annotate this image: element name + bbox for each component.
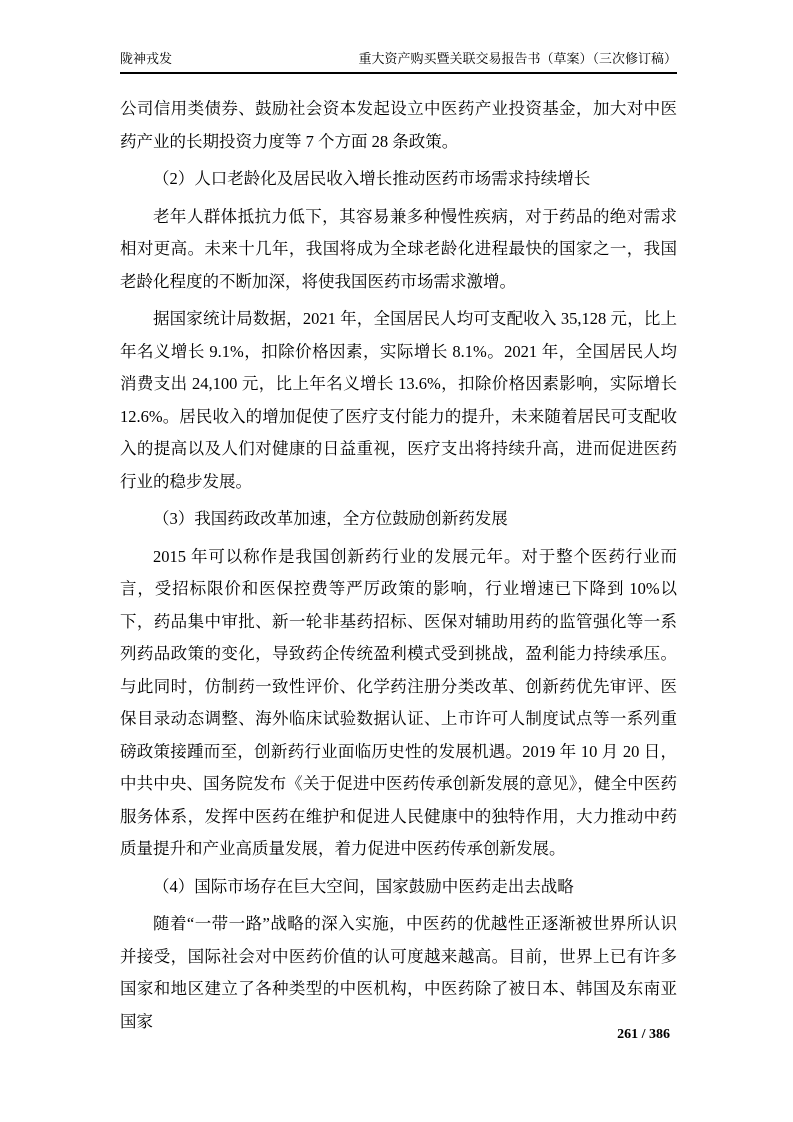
header-company-name: 陇神戎发	[120, 51, 173, 66]
heading-drug-policy-reform: （3）我国药政改革加速，全方位鼓励创新药发展	[153, 509, 508, 528]
page-number: 261 / 386	[617, 1027, 670, 1042]
paragraph-belt-and-road: 随着“一带一路”战略的深入实施，中医药的优越性正逐渐被世界所认识并接受，国际社会对中医药价值的认可度越来越高。目前，世界上已有许多国家和地区建立了各种类型的中医机构，中医药除了被日本、韩国及东南亚国家	[120, 914, 677, 1031]
page-header	[120, 51, 677, 74]
heading-international-market: （4）国际市场存在巨大空间，国家鼓励中医药走出去战略	[153, 876, 574, 896]
heading-aging-population: （2）人口老龄化及居民收入增长推动医药市场需求持续增长	[153, 169, 591, 188]
paragraph-policy-continuation: 公司信用类债券、鼓励社会资本发起设立中医药产业投资基金，加大对中医药产业的长期投资力度等 7 个方面 28 条政策。	[120, 99, 677, 151]
paragraph-income-statistics: 据国家统计局数据，2021 年，全国居民人均可支配收入 35,128 元，比上年名义增长 9.1%，扣除价格因素，实际增长 8.1%。2021 年，全国居民人均消费支出 24,100 元，比上年名义增长 13.6%，扣除价格因素影响，实际增长 12.6%。居民收入的增加促使了医疗支付能力的提升，未来随着居民可支配收入的提高以及人们对健康的日益重视，医疗支出将持续升高，进而促进医药行业的稳步发展。	[120, 309, 677, 491]
document-body	[120, 93, 677, 1043]
paragraph-aging-demand: 老年人群体抵抗力低下，其容易兼多种慢性疾病，对于药品的绝对需求相对更高。未来十几年，我国将成为全球老龄化进程最快的国家之一，我国老龄化程度的不断加深，将使我国医药市场需求激增。	[120, 206, 677, 291]
paragraph-innovation-reform: 2015 年可以称作是我国创新药行业的发展元年。对于整个医药行业而言，受招标限价和医保控费等严厉政策的影响，行业增速已下降到 10%以下，药品集中审批、新一轮非基药招标、医保对辅助用药的监管强化等一系列药品政策的变化，导致药企传统盈利模式受到挑战，盈利能力持续承压。与此同时，仿制药一致性评价、化学药注册分类改革、创新药优先审评、医保目录动态调整、海外临床试验数据认证、上市许可人制度试点等一系列重磅政策接踵而至，创新药行业面临历史性的发展机遇。2019 年 10 月 20 日，中共中央、国务院发布《关于促进中医药传承创新发展的意见》，健全中医药服务体系，发挥中医药在维护和促进人民健康中的独特作用，大力推动中药质量提升和产业高质量发展，着力促进中医药传承创新发展。	[120, 546, 677, 858]
header-report-title: 重大资产购买暨关联交易报告书（草案）（三次修订稿）	[358, 51, 677, 66]
